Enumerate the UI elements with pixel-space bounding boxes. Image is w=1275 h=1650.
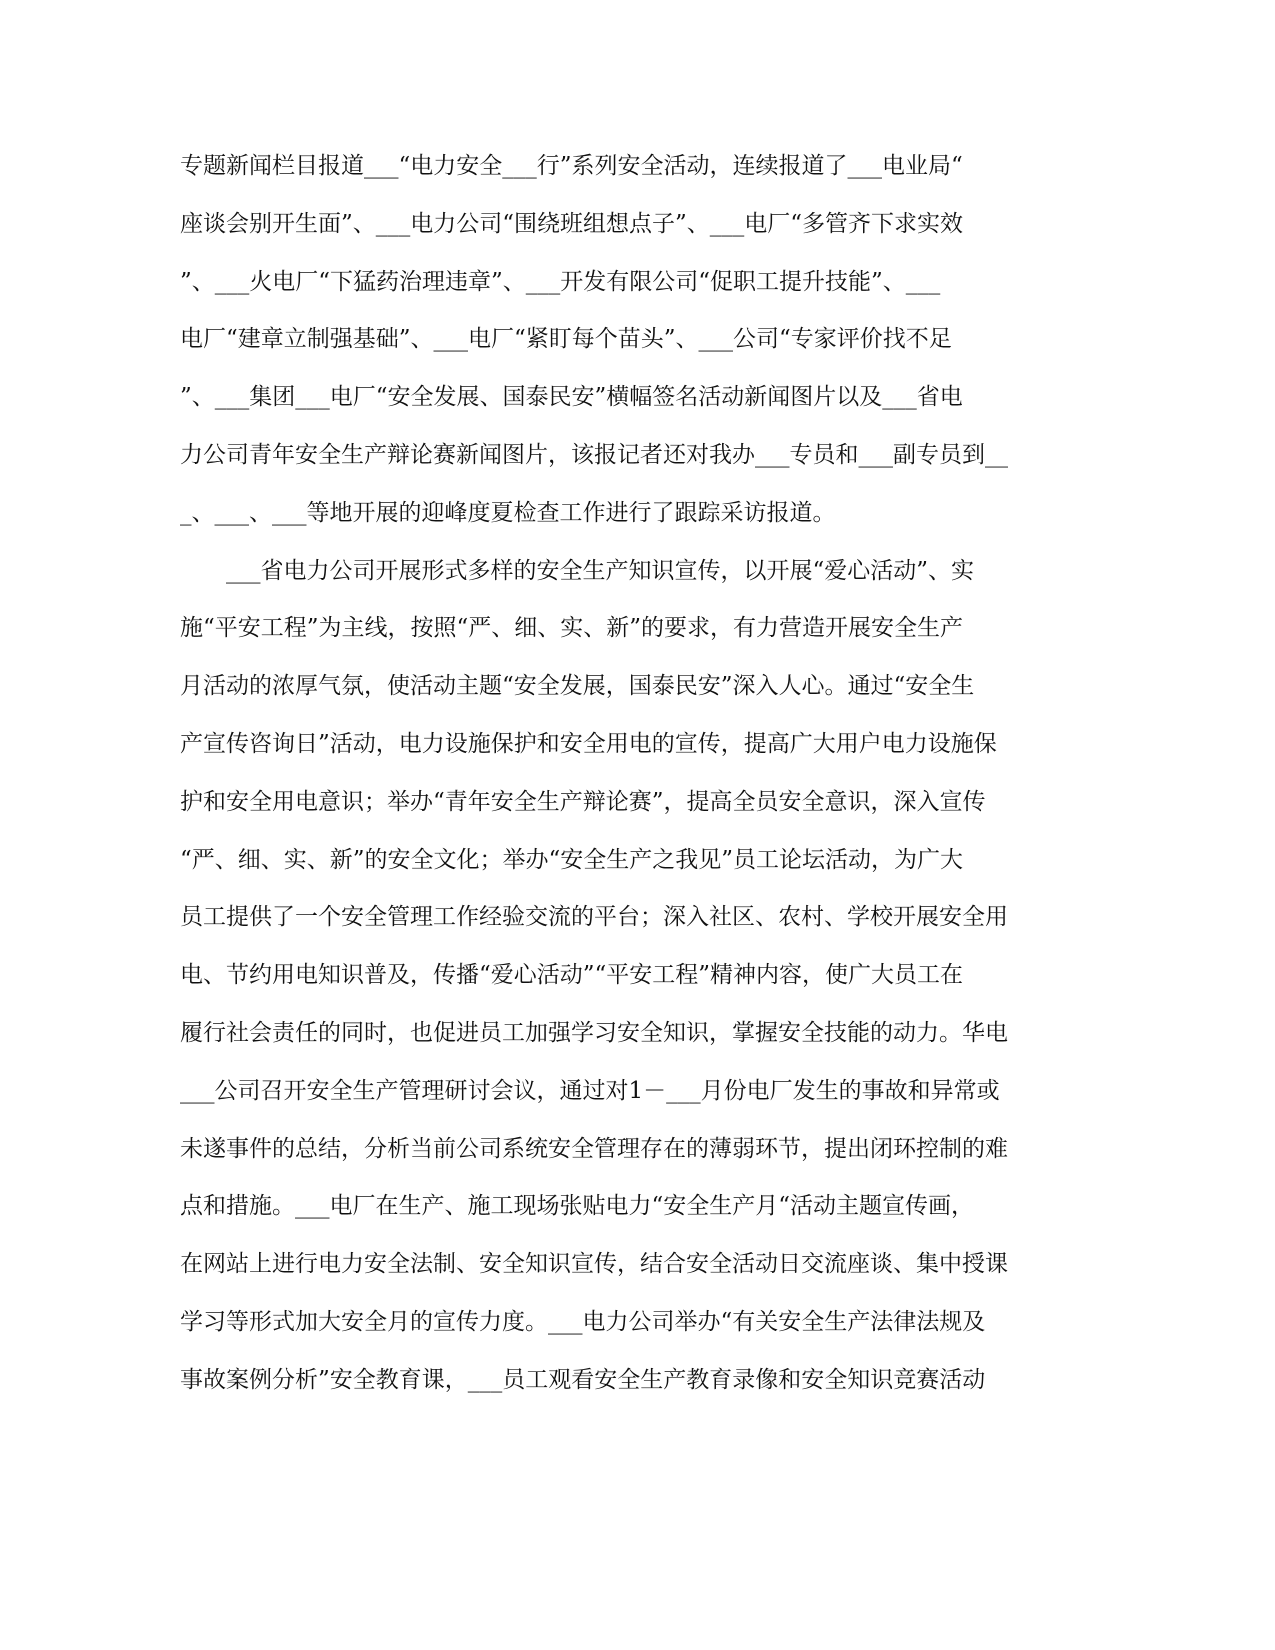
text-line: 产宣传咨询日”活动，电力设施保护和安全用电的宣传，提高广大用户电力设施保 xyxy=(180,730,997,757)
text-line: 电、节约用电知识普及，传播“爱心活动”“平安工程”精神内容，使广大员工在 xyxy=(180,962,964,989)
text-line: 专题新闻栏目报道___“电力安全___行”系列安全活动，连续报道了___电业局“ xyxy=(180,153,963,179)
document-body xyxy=(180,138,1060,1410)
text-line: ”、___火电厂“下猛药治理违章”、___开发有限公司“促职工提升技能”、___ xyxy=(180,268,941,295)
paragraph-1 xyxy=(180,138,1060,543)
text-line: 点和措施。___电厂在生产、施工现场张贴电力“安全生产月“活动主题宣传画， xyxy=(180,1193,975,1220)
paragraph-2 xyxy=(180,543,1060,1410)
text-line: _、___、___等地开展的迎峰度夏检查工作进行了跟踪采访报道。 xyxy=(180,499,836,526)
text-line: 座谈会别开生面”、___电力公司“围绕班组想点子”、___电厂“多管齐下求实效 xyxy=(180,210,964,237)
text-line: ___公司召开安全生产管理研讨会议，通过对1－___月份电厂发生的事故和异常或 xyxy=(180,1077,1000,1104)
text-line: 学习等形式加大安全月的宣传力度。___电力公司举办“有关安全生产法律法规及 xyxy=(180,1308,986,1335)
text-line: 在网站上进行电力安全法制、安全知识宣传，结合安全活动日交流座谈、集中授课 xyxy=(180,1251,1008,1278)
text-line: 施“平安工程”为主线，按照“严、细、实、新”的要求，有力营造开展安全生产 xyxy=(180,615,964,642)
text-line: 事故案例分析”安全教育课，___员工观看安全生产教育录像和安全知识竞赛活动 xyxy=(180,1366,986,1393)
text-line: 月活动的浓厚气氛，使活动主题“安全发展，国泰民安”深入人心。通过“安全生 xyxy=(180,673,975,700)
text-line: 未遂事件的总结，分析当前公司系统安全管理存在的薄弱环节，提出闭环控制的难 xyxy=(180,1135,1008,1162)
text-line: 电厂“建章立制强基础”、___电厂“紧盯每个苗头”、___公司“专家评价找不足 xyxy=(180,326,952,353)
text-line: 员工提供了一个安全管理工作经验交流的平台；深入社区、农村、学校开展安全用 xyxy=(180,904,1008,931)
text-line: 履行社会责任的同时，也促进员工加强学习安全知识，掌握安全技能的动力。华电 xyxy=(180,1019,1008,1046)
text-line: “严、细、实、新”的安全文化；举办“安全生产之我见”员工论坛活动，为广大 xyxy=(180,846,964,873)
text-line: 力公司青年安全生产辩论赛新闻图片，该报记者还对我办___专员和___副专员到__ xyxy=(180,441,1008,468)
text-line: 护和安全用电意识；举办“青年安全生产辩论赛”，提高全员安全意识，深入宣传 xyxy=(180,788,986,815)
text-line-first: ___省电力公司开展形式多样的安全生产知识宣传，以开展“爱心活动”、实 xyxy=(226,557,975,584)
text-line: ”、___集团___电厂“安全发展、国泰民安”横幅签名活动新闻图片以及___省电 xyxy=(180,384,963,411)
